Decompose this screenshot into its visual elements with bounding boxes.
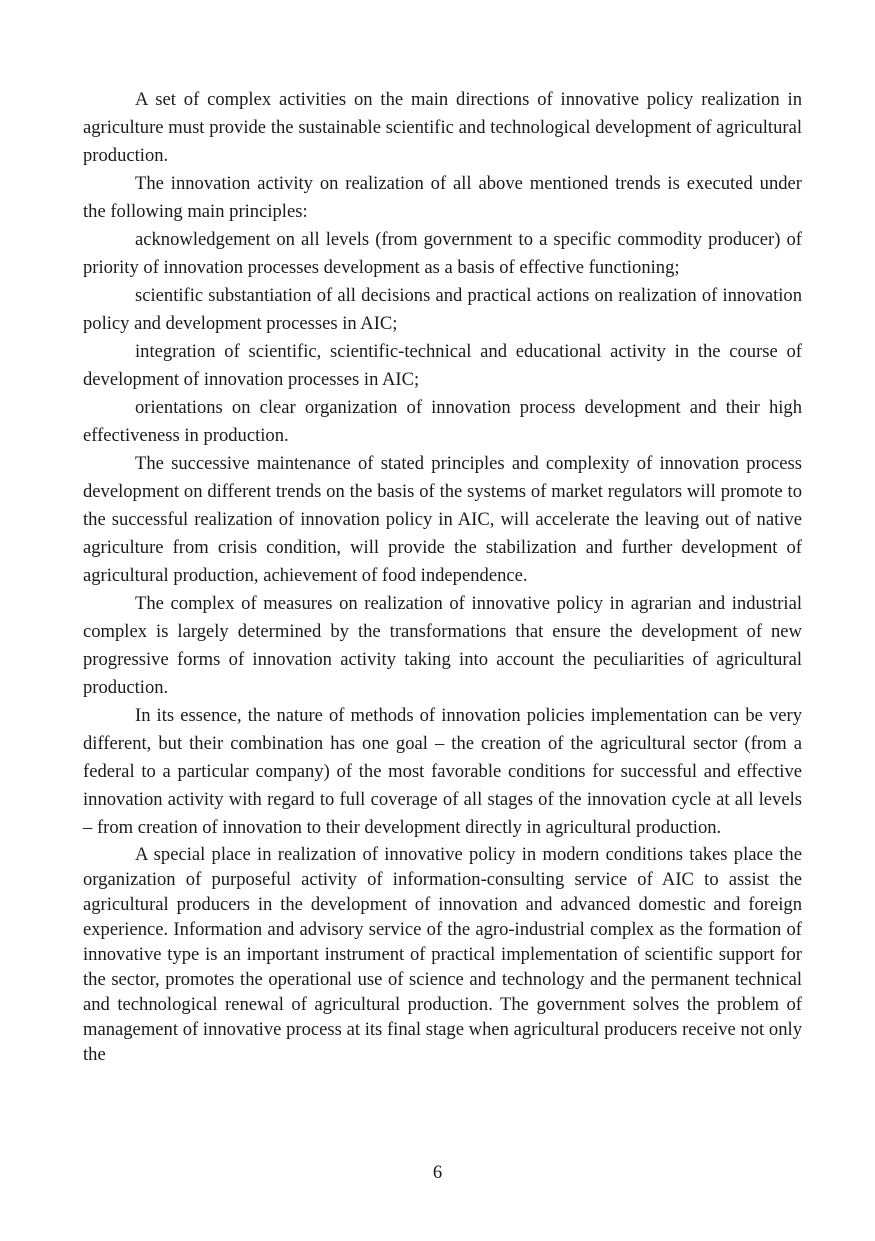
- principle-integration: integration of scientific, scientific-technical and educational activity in the course of development of innovation processes in AIC;: [83, 341, 802, 390]
- principle-scientific-substantiation: scientific substantiation of all decisions and practical actions on realization of innovation policy and development processes in AIC;: [83, 285, 802, 334]
- principle-acknowledgement: acknowledgement on all levels (from government to a specific commodity producer) of priority of innovation processes development as a basis of effective functioning;: [83, 229, 802, 278]
- paragraph-complex-activities: A set of complex activities on the main directions of innovative policy realization in agriculture must provide the sustainable scientific and technological development of agricultural production.: [83, 89, 802, 166]
- page-number: 6: [432, 1162, 443, 1183]
- principle-orientations: orientations on clear organization of innovation process development and their high effectiveness in production.: [83, 397, 802, 446]
- paragraph-information-consulting-service: A special place in realization of innovative policy in modern conditions takes place the organization of purposeful activity of information-consulting service of AIC to assist the agricultural producers in the development of innovation and advanced domestic and foreign experience. Information and advisory service of the agro-industrial complex as the formation of innovative type is an important instrument of practical implementation of scientific support for the sector, promotes the operational use of science and technology and the permanent technical and technological renewal of agricultural production. The government solves the problem of management of innovative process at its final stage when agricultural producers receive not only the: [83, 844, 802, 1065]
- paragraph-successive-maintenance: The successive maintenance of stated principles and complexity of innovation process development on different trends on the basis of the systems of market regulators will promote to the successful realization of innovation policy in AIC, will accelerate the leaving out of native agriculture from crisis condition, will provide the stabilization and further development of agricultural production, achievement of food independence.: [83, 453, 802, 586]
- paragraph-methods-essence: In its essence, the nature of methods of innovation policies implementation can be very different, but their combination has one goal – the creation of the agricultural sector (from a federal to a particular company) of the most favorable conditions for successful and effective innovation activity with regard to full coverage of all stages of the innovation cycle at all levels – from creation of innovation to their development directly in agricultural production.: [83, 705, 802, 838]
- paragraph-complex-of-measures: The complex of measures on realization of innovative policy in agrarian and industrial complex is largely determined by the transformations that ensure the development of new progressive forms of innovation activity taking into account the peculiarities of agricultural production.: [83, 593, 802, 698]
- paragraph-main-principles-intro: The innovation activity on realization of all above mentioned trends is executed under the following main principles:: [83, 173, 802, 222]
- page-body: [83, 86, 802, 1067]
